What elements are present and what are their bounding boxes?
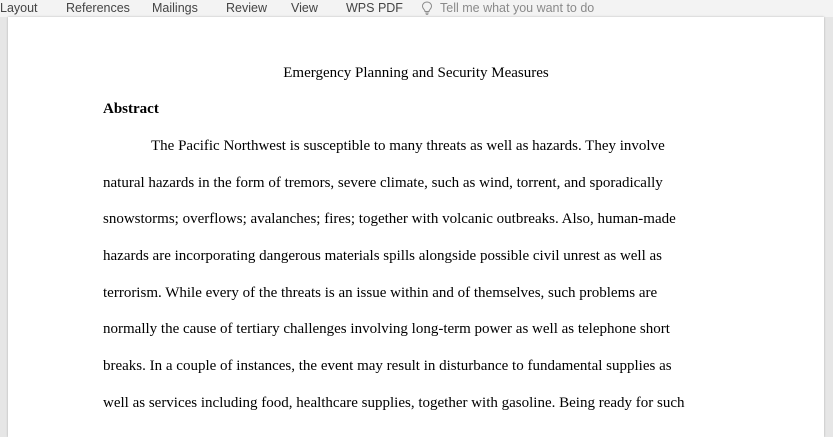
tab-review[interactable]: Review	[226, 1, 267, 15]
tab-view[interactable]: View	[291, 1, 318, 15]
tab-mailings[interactable]: Mailings	[152, 1, 198, 15]
body-line-1: The Pacific Northwest is susceptible to many threats as well as hazards. They involve	[151, 138, 665, 154]
document-page[interactable]	[8, 17, 824, 437]
body-line-8: well as services including food, healthcare supplies, together with gasoline. Being ready for such	[103, 395, 685, 411]
body-line-5: terrorism. While every of the threats is an issue within and of themselves, such problems are	[103, 285, 658, 301]
document-title: Emergency Planning and Security Measures	[283, 65, 549, 81]
tab-references[interactable]: References	[66, 1, 130, 15]
tab-layout[interactable]: Layout	[0, 1, 38, 15]
body-line-7: breaks. In a couple of instances, the event may result in disturbance to fundamental supplies as	[103, 358, 672, 374]
tab-wps-pdf[interactable]: WPS PDF	[346, 1, 403, 15]
tell-me-placeholder: Tell me what you want to do	[440, 1, 595, 15]
section-heading-abstract: Abstract	[103, 101, 159, 117]
body-line-2: natural hazards in the form of tremors, severe climate, such as wind, torrent, and sporadically	[103, 175, 663, 191]
body-line-4: hazards are incorporating dangerous materials spills alongside possible civil unrest as well as	[103, 248, 663, 264]
body-line-3: snowstorms; overflows; avalanches; fires; together with volcanic outbreaks. Also, human-made	[103, 211, 676, 227]
lightbulb-icon	[421, 1, 433, 15]
body-line-6: normally the cause of tertiary challenges involving long-term power as well as telephone short	[103, 321, 670, 337]
ribbon-tab-bar	[0, 0, 833, 17]
